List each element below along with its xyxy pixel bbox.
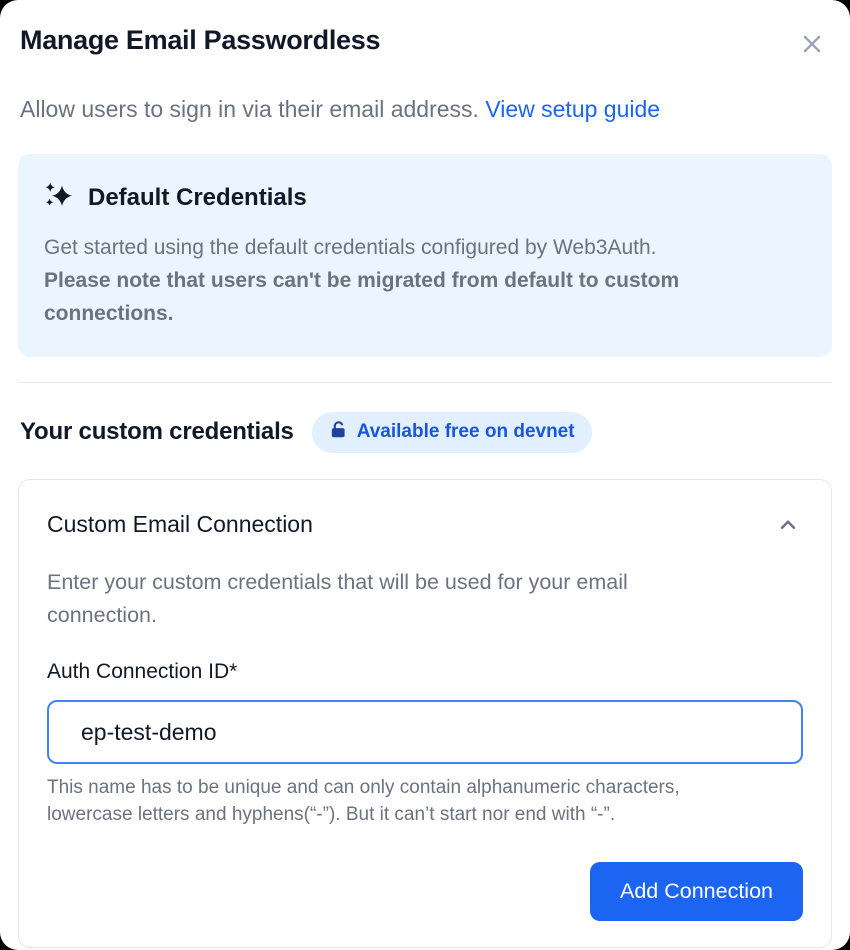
- add-connection-button[interactable]: Add Connection: [590, 862, 803, 921]
- card-header-toggle[interactable]: [47, 510, 803, 540]
- default-credentials-title: Default Credentials: [88, 183, 307, 211]
- devnet-badge: [312, 412, 592, 453]
- lock-icon: [329, 420, 348, 445]
- migration-note: Please note that users can't be migrated from default to custom connections.: [44, 268, 680, 325]
- custom-credentials-section: [18, 412, 832, 453]
- subtitle-text: Allow users to sign in via their email address.: [20, 96, 486, 122]
- modal-subtitle: [18, 95, 832, 125]
- default-credentials-body: [44, 232, 784, 331]
- custom-email-connection-card: [18, 479, 832, 949]
- collapse-button[interactable]: [773, 510, 803, 540]
- view-setup-guide-link[interactable]: View setup guide: [485, 96, 661, 122]
- card-actions: [47, 862, 803, 921]
- auth-connection-id-helper: This name has to be unique and can only contain alphanumeric characters, lowercase letters and hyphens(“-”). But it can’t start nor end with “-”.: [47, 777, 680, 826]
- close-button[interactable]: [794, 26, 830, 62]
- default-credentials-text: Get started using the default credentials configured by Web3Auth.: [44, 235, 657, 259]
- chevron-up-icon: [775, 526, 801, 541]
- default-credentials-box: [18, 154, 832, 357]
- card-title: Custom Email Connection: [47, 511, 313, 538]
- custom-credentials-heading: Your custom credentials: [20, 418, 294, 446]
- devnet-badge-label: Available free on devnet: [356, 420, 575, 442]
- auth-connection-id-input[interactable]: [47, 700, 803, 764]
- page-title: Manage Email Passwordless: [20, 25, 381, 55]
- close-icon: [798, 46, 826, 61]
- sparkles-icon: [44, 181, 73, 215]
- section-divider: [18, 382, 832, 383]
- auth-connection-id-label: Auth Connection ID*: [47, 660, 238, 684]
- default-credentials-header: [44, 181, 806, 215]
- modal-header: [18, 24, 832, 62]
- card-description: Enter your custom credentials that will be used for your email connection.: [47, 569, 628, 627]
